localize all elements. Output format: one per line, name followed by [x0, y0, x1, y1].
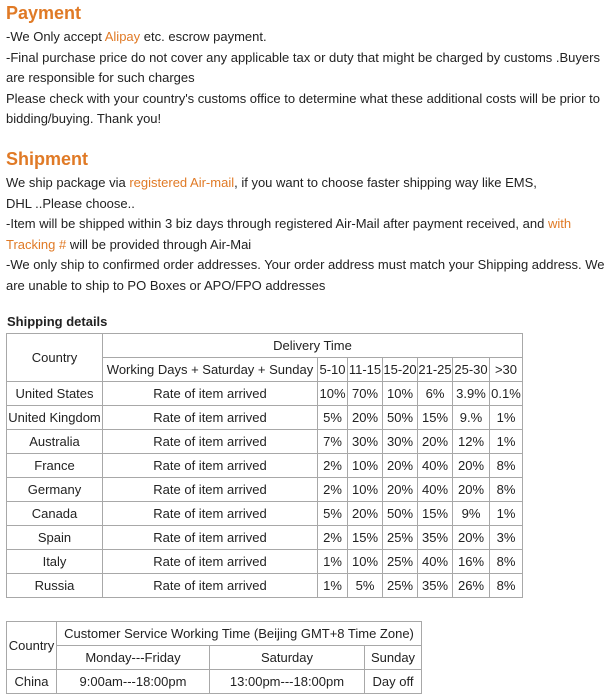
header-range: >30: [490, 358, 523, 382]
country-cell: Canada: [7, 502, 103, 526]
rate-value-cell: 1%: [318, 550, 348, 574]
rate-value-cell: 35%: [418, 526, 453, 550]
rate-value-cell: 1%: [490, 406, 523, 430]
shipping-details-caption: Shipping details: [7, 314, 108, 329]
alipay-highlight: Alipay: [104, 29, 141, 44]
rate-value-cell: 20%: [453, 478, 490, 502]
table-row: [7, 430, 523, 454]
header-range: 5-10: [318, 358, 348, 382]
header-range: 21-25: [418, 358, 453, 382]
country-cell: Italy: [7, 550, 103, 574]
shipping-details-table: [6, 333, 523, 598]
shipment-line-4: -We only ship to confirmed order addresses. Your order address must match your Shipping address. We are unable to ship to PO Boxes or APO/FPO addresses: [6, 257, 605, 293]
header-range: 25-30: [453, 358, 490, 382]
rate-value-cell: 5%: [318, 406, 348, 430]
shipment-line-3: [6, 214, 612, 255]
shipment-line-3-prefix: -Item will be shipped within 3 biz days through registered Air-Mail after payment received, and: [6, 216, 548, 231]
rate-value-cell: 2%: [318, 478, 348, 502]
shipment-line-3-suffix: will be provided through Air-Mai: [66, 236, 252, 252]
rate-value-cell: 30%: [348, 430, 383, 454]
payment-line-1-suffix: etc. escrow payment.: [140, 29, 267, 44]
rate-value-cell: 20%: [418, 430, 453, 454]
rate-value-cell: 5%: [318, 502, 348, 526]
rate-value-cell: 25%: [383, 574, 418, 598]
rate-label-cell: Rate of item arrived: [103, 550, 318, 574]
rate-value-cell: 16%: [453, 550, 490, 574]
shipment-text: [6, 173, 612, 296]
header-country: Country: [7, 334, 103, 382]
table-row: [7, 574, 523, 598]
rate-label-cell: Rate of item arrived: [103, 526, 318, 550]
tracking-highlight: with Tracking #: [6, 216, 572, 252]
rate-value-cell: 20%: [453, 454, 490, 478]
payment-text: [6, 27, 612, 130]
rate-value-cell: 50%: [383, 502, 418, 526]
table-row: [7, 454, 523, 478]
rate-value-cell: 12%: [453, 430, 490, 454]
cs-time-cell: 9:00am---18:00pm: [57, 670, 210, 694]
rate-label-cell: Rate of item arrived: [103, 406, 318, 430]
rate-value-cell: 8%: [490, 478, 523, 502]
rate-value-cell: 20%: [348, 502, 383, 526]
rate-value-cell: 2%: [318, 526, 348, 550]
rate-value-cell: 3.9%: [453, 382, 490, 406]
payment-heading: Payment: [6, 3, 82, 23]
table-row: [7, 550, 523, 574]
cs-day-header: Sunday: [365, 646, 422, 670]
rate-value-cell: 25%: [383, 550, 418, 574]
rate-value-cell: 30%: [383, 430, 418, 454]
customer-service-table: [6, 621, 422, 694]
rate-value-cell: 0.1%: [490, 382, 523, 406]
rate-value-cell: 40%: [418, 478, 453, 502]
shipment-line-1-prefix: We ship package via: [6, 175, 130, 190]
rate-value-cell: 6%: [418, 382, 453, 406]
rate-value-cell: 10%: [348, 454, 383, 478]
header-range: 11-15: [348, 358, 383, 382]
rate-value-cell: 15%: [418, 502, 453, 526]
country-cell: Australia: [7, 430, 103, 454]
country-cell: Russia: [7, 574, 103, 598]
rate-value-cell: 50%: [383, 406, 418, 430]
header-range: 15-20: [383, 358, 418, 382]
cs-country-cell: China: [7, 670, 57, 694]
table-row: [7, 502, 523, 526]
rate-value-cell: 10%: [318, 382, 348, 406]
payment-line-3: Please check with your country's customs office to determine what these additional costs will be prior to bidding/buying. Thank you!: [6, 90, 601, 126]
payment-line-2: -Final purchase price do not cover any applicable tax or duty that might be charged by customs .Buyers are responsible for such charges: [6, 49, 600, 85]
rate-value-cell: 25%: [383, 526, 418, 550]
cs-header-title: Customer Service Working Time (Beijing GMT+8 Time Zone): [57, 622, 422, 646]
payment-line-1: [6, 27, 612, 48]
rate-value-cell: 70%: [348, 382, 383, 406]
rate-label-cell: Rate of item arrived: [103, 478, 318, 502]
rate-value-cell: 1%: [490, 502, 523, 526]
rate-label-cell: Rate of item arrived: [103, 574, 318, 598]
cs-header-country: Country: [7, 622, 57, 670]
country-cell: Germany: [7, 478, 103, 502]
shipment-heading: Shipment: [6, 149, 89, 169]
header-delivery-time: Delivery Time: [103, 334, 523, 358]
rate-label-cell: Rate of item arrived: [103, 502, 318, 526]
rate-value-cell: 20%: [383, 478, 418, 502]
rate-label-cell: Rate of item arrived: [103, 454, 318, 478]
rate-label-cell: Rate of item arrived: [103, 430, 318, 454]
cs-day-header: Monday---Friday: [57, 646, 210, 670]
rate-value-cell: 20%: [383, 454, 418, 478]
table-row: [7, 478, 523, 502]
table-row: [7, 526, 523, 550]
rate-value-cell: 40%: [418, 550, 453, 574]
rate-value-cell: 20%: [348, 406, 383, 430]
country-cell: United Kingdom: [7, 406, 103, 430]
rate-value-cell: 9%: [453, 502, 490, 526]
rate-value-cell: 35%: [418, 574, 453, 598]
rate-value-cell: 5%: [348, 574, 383, 598]
shipment-line-1: [6, 173, 612, 194]
country-cell: Spain: [7, 526, 103, 550]
rate-value-cell: 10%: [348, 550, 383, 574]
rate-value-cell: 3%: [490, 526, 523, 550]
rate-value-cell: 9.%: [453, 406, 490, 430]
country-cell: United States: [7, 382, 103, 406]
registered-airmail-highlight: registered Air-mail: [129, 175, 235, 190]
cs-time-cell: 13:00pm---18:00pm: [210, 670, 365, 694]
rate-value-cell: 2%: [318, 454, 348, 478]
rate-value-cell: 8%: [490, 454, 523, 478]
rate-value-cell: 8%: [490, 574, 523, 598]
cs-time-cell: Day off: [365, 670, 422, 694]
rate-value-cell: 1%: [490, 430, 523, 454]
rate-value-cell: 15%: [418, 406, 453, 430]
shipment-line-2: DHL ..Please choose..: [6, 195, 135, 211]
cs-day-header: Saturday: [210, 646, 365, 670]
rate-value-cell: 40%: [418, 454, 453, 478]
rate-value-cell: 20%: [453, 526, 490, 550]
table-row: [7, 406, 523, 430]
rate-label-cell: Rate of item arrived: [103, 382, 318, 406]
shipment-line-1-suffix: , if you want to choose faster shipping way like EMS,: [234, 175, 537, 190]
table-row: [7, 382, 523, 406]
header-working-days: Working Days + Saturday + Sunday: [103, 358, 318, 382]
rate-value-cell: 10%: [348, 478, 383, 502]
rate-value-cell: 1%: [318, 574, 348, 598]
rate-value-cell: 8%: [490, 550, 523, 574]
rate-value-cell: 26%: [453, 574, 490, 598]
table-row: [7, 670, 422, 694]
country-cell: France: [7, 454, 103, 478]
rate-value-cell: 15%: [348, 526, 383, 550]
payment-line-1-prefix: -We Only accept: [6, 29, 105, 44]
rate-value-cell: 7%: [318, 430, 348, 454]
rate-value-cell: 10%: [383, 382, 418, 406]
